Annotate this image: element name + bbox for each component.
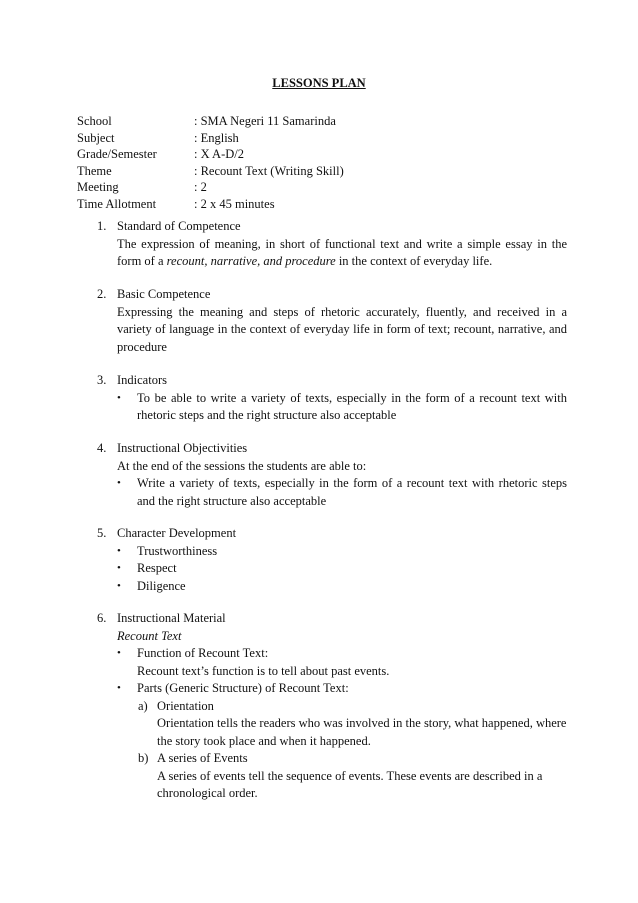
meta-value: : 2: [194, 180, 207, 194]
section-heading: Indicators: [117, 373, 167, 387]
section-number: 6.: [97, 611, 107, 625]
list-item: [97, 475, 567, 510]
page-title: LESSONS PLAN: [272, 76, 366, 90]
meta-table: [77, 113, 344, 212]
bullet-text: Respect: [137, 561, 177, 575]
list-item: [97, 543, 567, 561]
bullet-list: [97, 543, 567, 596]
list-item: [97, 578, 567, 596]
sub-item-marker: a): [138, 698, 148, 713]
section-indicators: [97, 372, 567, 425]
meta-label: Grade/Semester: [77, 147, 157, 161]
bullet-list: [97, 645, 567, 698]
section-heading: Basic Competence: [117, 287, 211, 301]
bullet-list: [97, 475, 567, 510]
meta-row-subject: [77, 130, 344, 147]
section-text: Expressing the meaning and steps of rhetoric accurately, fluently, and received in a variety of language in the context of everyday life in form of text; recount, narrative, and procedure: [117, 304, 567, 354]
sub-item-title: Orientation: [157, 698, 214, 713]
section-number: 5.: [97, 526, 107, 540]
section-intro: At the end of the sessions the students are able to:: [117, 458, 367, 473]
sub-item-text: A series of events tell the sequence of events. These events are described in a chronological order.: [157, 768, 543, 800]
text-part: in the context of everyday life.: [335, 254, 493, 268]
meta-label: School: [77, 114, 112, 128]
meta-value: : SMA Negeri 11 Samarinda: [194, 114, 336, 128]
bullet-icon: •: [117, 391, 121, 404]
bullet-title: Function of Recount Text:: [137, 646, 269, 660]
meta-row-grade: [77, 146, 344, 163]
section-number: 2.: [97, 287, 107, 301]
material-subtitle: Recount Text: [117, 628, 182, 643]
bullet-text: Diligence: [137, 578, 186, 593]
meta-value: : English: [194, 130, 239, 145]
section-instructional-objectivities: [97, 440, 567, 510]
bullet-text: To be able to write a variety of texts, especially in the form of a recount text with rhetoric steps and the right structure also acceptable: [137, 390, 567, 422]
section-instructional-material: [97, 610, 567, 803]
bullet-list: [97, 390, 567, 425]
bullet-icon: •: [117, 544, 121, 557]
meta-value: : 2 x 45 minutes: [194, 196, 275, 211]
bullet-text: Trustworthiness: [137, 543, 218, 558]
list-item: [97, 680, 567, 698]
section-number: 1.: [97, 219, 107, 233]
list-item: [97, 560, 567, 578]
section-heading: Instructional Material: [117, 611, 226, 625]
sub-item-title: A series of Events: [157, 751, 248, 765]
bullet-icon: •: [117, 682, 121, 694]
meta-label: Subject: [77, 130, 115, 145]
section-standard-of-competence: [97, 218, 567, 271]
meta-label: Time Allotment: [77, 196, 157, 211]
text-part: The expression of meaning, in short of functional text and write a simple essay in the form of a: [117, 236, 567, 268]
bullet-icon: •: [117, 647, 121, 659]
meta-label: Meeting: [77, 180, 119, 194]
bullet-icon: •: [117, 579, 121, 592]
bullet-text: Recount text’s function is to tell about past events.: [137, 663, 390, 678]
meta-value: : Recount Text (Writing Skill): [194, 163, 344, 178]
italic-text: recount, narrative, and procedure: [166, 254, 336, 268]
meta-label: Theme: [77, 163, 112, 178]
section-heading: Standard of Competence: [117, 219, 241, 233]
bullet-title: Parts (Generic Structure) of Recount Text:: [137, 681, 349, 695]
meta-value: : X A-D/2: [194, 147, 244, 161]
meta-row-theme: [77, 163, 344, 180]
section-text: [97, 236, 567, 271]
list-item: [97, 645, 567, 680]
bullet-icon: •: [117, 562, 121, 574]
sub-item-orientation: [97, 698, 567, 751]
meta-row-school: [77, 113, 344, 130]
section-heading: Instructional Objectivities: [117, 441, 248, 455]
meta-row-meeting: [77, 179, 344, 196]
sub-item-marker: b): [138, 751, 149, 765]
section-number: 4.: [97, 441, 107, 455]
sub-item-text: Orientation tells the readers who was involved in the story, what happened, where the story took place and when it happened.: [157, 716, 567, 748]
bullet-icon: •: [117, 477, 121, 489]
section-basic-competence: [97, 286, 567, 356]
bullet-text: Write a variety of texts, especially in the form of a recount text with rhetoric steps and the right structure also acceptable: [137, 476, 567, 508]
sub-item-series-of-events: [97, 750, 567, 803]
meta-row-time: [77, 196, 344, 213]
section-number: 3.: [97, 373, 107, 387]
section-character-development: [97, 525, 567, 595]
list-item: [97, 390, 567, 425]
section-heading: Character Development: [117, 526, 237, 540]
